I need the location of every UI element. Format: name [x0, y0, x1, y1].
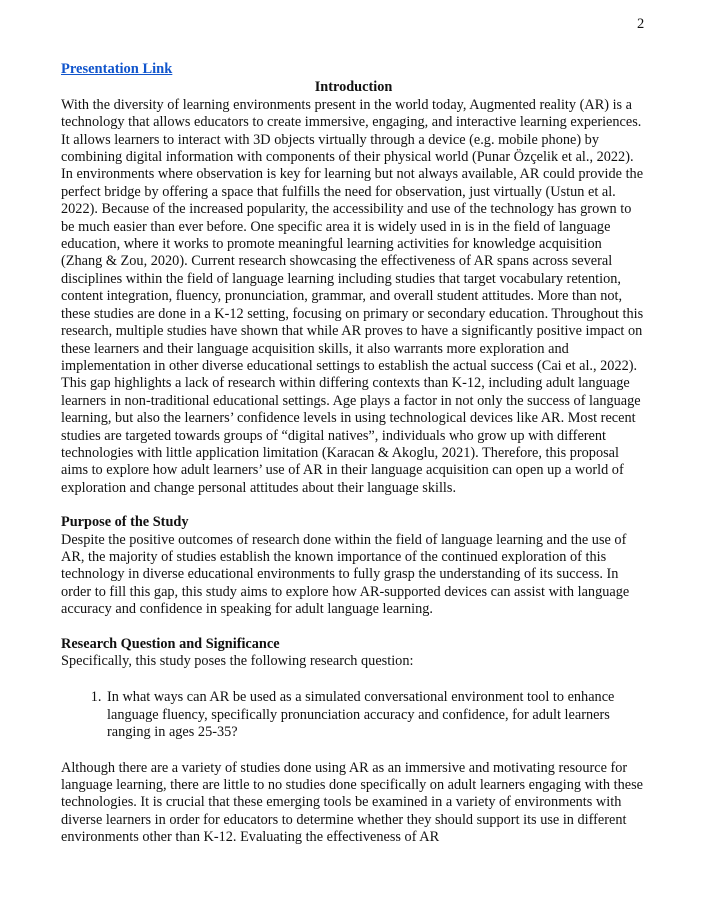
research-question-heading: Research Question and Significance — [61, 635, 280, 652]
introduction-heading: Introduction — [314, 79, 393, 96]
research-question-intro: Specifically, this study poses the following research question: — [61, 653, 414, 669]
research-question-list — [61, 689, 646, 741]
purpose-paragraph: Despite the positive outcomes of research done within the field of language learning and the use of AR, the majority of studies establish the known importance of the continued exploration of this technology in diverse educational environments to fully grasp the understanding of its success. In order to fill this gap, this study aims to explore how AR-supported devices can assist with language accuracy and confidence in speaking for adult language learning. — [61, 531, 630, 618]
presentation-link[interactable]: Presentation Link — [61, 61, 173, 77]
research-question-item: 1. In what ways can AR be used as a simulated conversational environment tool to enhance language fluency, specifically pronunciation accuracy and confidence, for adult learners ranging in ages 25-35? — [105, 689, 646, 741]
introduction-paragraph: With the diversity of learning environments present in the world today, Augmented reality (AR) is a technology that allows educators to create immersive, engaging, and interactive learning experiences. It allows learners to interact with 3D objects virtually through a device (e.g. mobile phone) by combining digital information with components of their physical world (Punar Özçelik et al., 2022). In environments where observation is key for learning but not always available, AR could provide the perfect bridge by offering a space that fulfills the need for observation, just virtually (Ustun et al. 2022). Because of the increased popularity, the accessibility and use of the technology has grown to be much easier than ever before. One specific area it is widely used in is in the field of language education, where it works to promote meaningful learning activities for knowledge acquisition (Zhang & Zou, 2020). Current research showcasing the effectiveness of AR spans across several disciplines within the field of language learning including studies that target vocabulary retention, content integration, fluency, pronunciation, grammar, and overall student attitudes. More than not, these studies are done in a K-12 setting, focusing on primary or secondary education. Throughout this research, multiple studies have shown that while AR proves to have a significantly positive impact on these learners and their language acquisition skills, it also warrants more exploration and implementation in other diverse educational settings to establish the actual success (Cai et al., 2022). This gap highlights a lack of research within differing contexts than K-12, including adult language learners in non-traditional educational settings. Age plays a factor in not only the success of language learning, but also the learners’ confidence levels in using technological devices like AR. Most recent studies are targeted towards groups of “digital natives”, individuals who grow up with different technologies with little application limitation (Karacan & Akoglu, 2021). Therefore, this proposal aims to explore how adult learners’ use of AR in their language acquisition can open up a world of exploration and change personal attitudes about their language skills. — [61, 96, 644, 496]
document-body — [61, 61, 646, 847]
page-number: 2 — [637, 16, 645, 32]
purpose-heading: Purpose of the Study — [61, 514, 189, 531]
significance-paragraph: Although there are a variety of studies done using AR as an immersive and motivating resource for language learning, there are little to no studies done specifically on adult learners engaging with these technologies. It is crucial that these emerging tools be examined in a variety of environments with diverse learners in order for educators to determine whether they should support its use in different environments other than K-12. Evaluating the effectiveness of AR — [61, 759, 644, 846]
